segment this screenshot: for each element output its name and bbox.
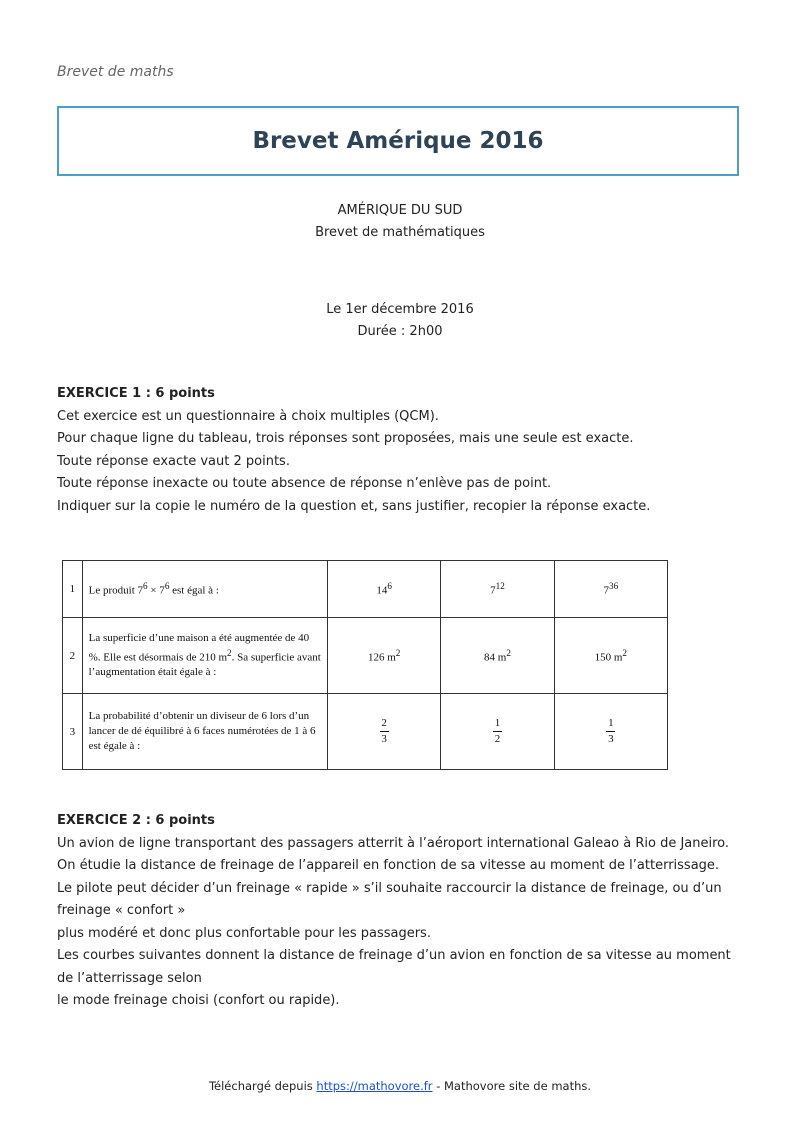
question-text: La probabilité d’obtenir un diviseur de 6 lors d’un lancer de dé équilibré à 6 faces numérotées de 1 à 6 est égale à : <box>82 694 327 770</box>
exercise-2-intro <box>57 810 747 1013</box>
footer-prefix: Téléchargé depuis <box>208 1079 317 1093</box>
exam-date: Le 1er décembre 2016 <box>326 302 474 317</box>
page-footer <box>0 1079 800 1093</box>
fraction: $\frac{1}{2}$ <box>494 717 501 745</box>
answer-choice: 150 $m^2$ <box>554 618 667 694</box>
exercise-1-title: EXERCICE 1 : 6 points <box>57 386 215 401</box>
exercise-1-intro <box>57 383 747 518</box>
exercise-1-line: Cet exercice est un questionnaire à choix multiples (QCM). <box>57 408 439 424</box>
answer-choice <box>554 694 667 770</box>
exam-duration: Durée : 2h00 <box>357 324 443 339</box>
exam-subtitle <box>0 200 800 244</box>
exercise-1-line: Pour chaque ligne du tableau, trois réponses sont proposées, mais une seule est exacte. <box>57 431 634 446</box>
title-box <box>57 106 739 176</box>
mathovore-link[interactable]: https://mathovore.fr <box>316 1079 433 1093</box>
qcm-table <box>62 560 668 770</box>
question-text: Le produit $7^6 \times 7^6$ est égal à : <box>82 561 327 618</box>
answer-choice <box>328 694 441 770</box>
exercise-2-line: Les courbes suivantes donnent la distance de freinage d’un avion en fonction de sa vitesse au moment de l’atterrissage selon <box>57 948 731 986</box>
qcm-row <box>63 694 668 770</box>
exercise-2-title: EXERCICE 2 : 6 points <box>57 813 215 828</box>
site-name-header: Brevet de maths <box>57 64 174 80</box>
fraction: $\frac{2}{3}$ <box>381 717 387 745</box>
exercise-1-line: Toute réponse inexacte ou toute absence de réponse n’enlève pas de point. <box>57 476 552 491</box>
question-number: 2 <box>63 618 83 694</box>
exam-name: Brevet de mathématiques <box>315 225 485 240</box>
answer-choice: 84 $m^2$ <box>441 618 554 694</box>
exam-date-block <box>0 299 800 343</box>
footer-suffix: - Mathovore site de maths. <box>432 1079 592 1093</box>
exercise-2-line: le mode freinage choisi (confort ou rapide). <box>57 993 340 1008</box>
answer-choice: $7^{36}$ <box>554 561 667 618</box>
exercise-1-line: Indiquer sur la copie le numéro de la question et, sans justifier, recopier la réponse exacte. <box>57 498 651 514</box>
exercise-2-line: On étudie la distance de freinage de l’appareil en fonction de sa vitesse au moment de l’atterrissage. <box>57 858 720 873</box>
exercise-1-line: Toute réponse exacte vaut 2 points. <box>57 453 290 469</box>
answer-choice: 126 $m^2$ <box>328 618 441 694</box>
question-number: 1 <box>63 561 83 618</box>
page-title: Brevet Amérique 2016 <box>252 128 544 154</box>
answer-choice <box>441 694 554 770</box>
qcm-row <box>63 561 668 618</box>
exercise-2-line: plus modéré et donc plus confortable pour les passagers. <box>57 925 431 941</box>
exam-region: AMÉRIQUE DU SUD <box>337 203 463 218</box>
answer-choice: $7^{12}$ <box>441 561 554 618</box>
exercise-2-line: Le pilote peut décider d’un freinage « rapide » s’il souhaite raccourcir la distance de freinage, ou d’un freinage « confort » <box>57 880 722 918</box>
exercise-2-line: Un avion de ligne transportant des passagers atterrit à l’aéroport international Galeao à Rio de Janeiro. <box>57 835 730 851</box>
qcm-row <box>63 618 668 694</box>
fraction: $\frac{1}{3}$ <box>608 717 614 745</box>
question-number: 3 <box>63 694 83 770</box>
answer-choice: $14^6$ <box>328 561 441 618</box>
question-text: La superficie d’une maison a été augmentée de 40 %. Elle est désormais de 210 $m^2$. Sa superficie avant l’augmentation était égale à : <box>82 618 327 694</box>
